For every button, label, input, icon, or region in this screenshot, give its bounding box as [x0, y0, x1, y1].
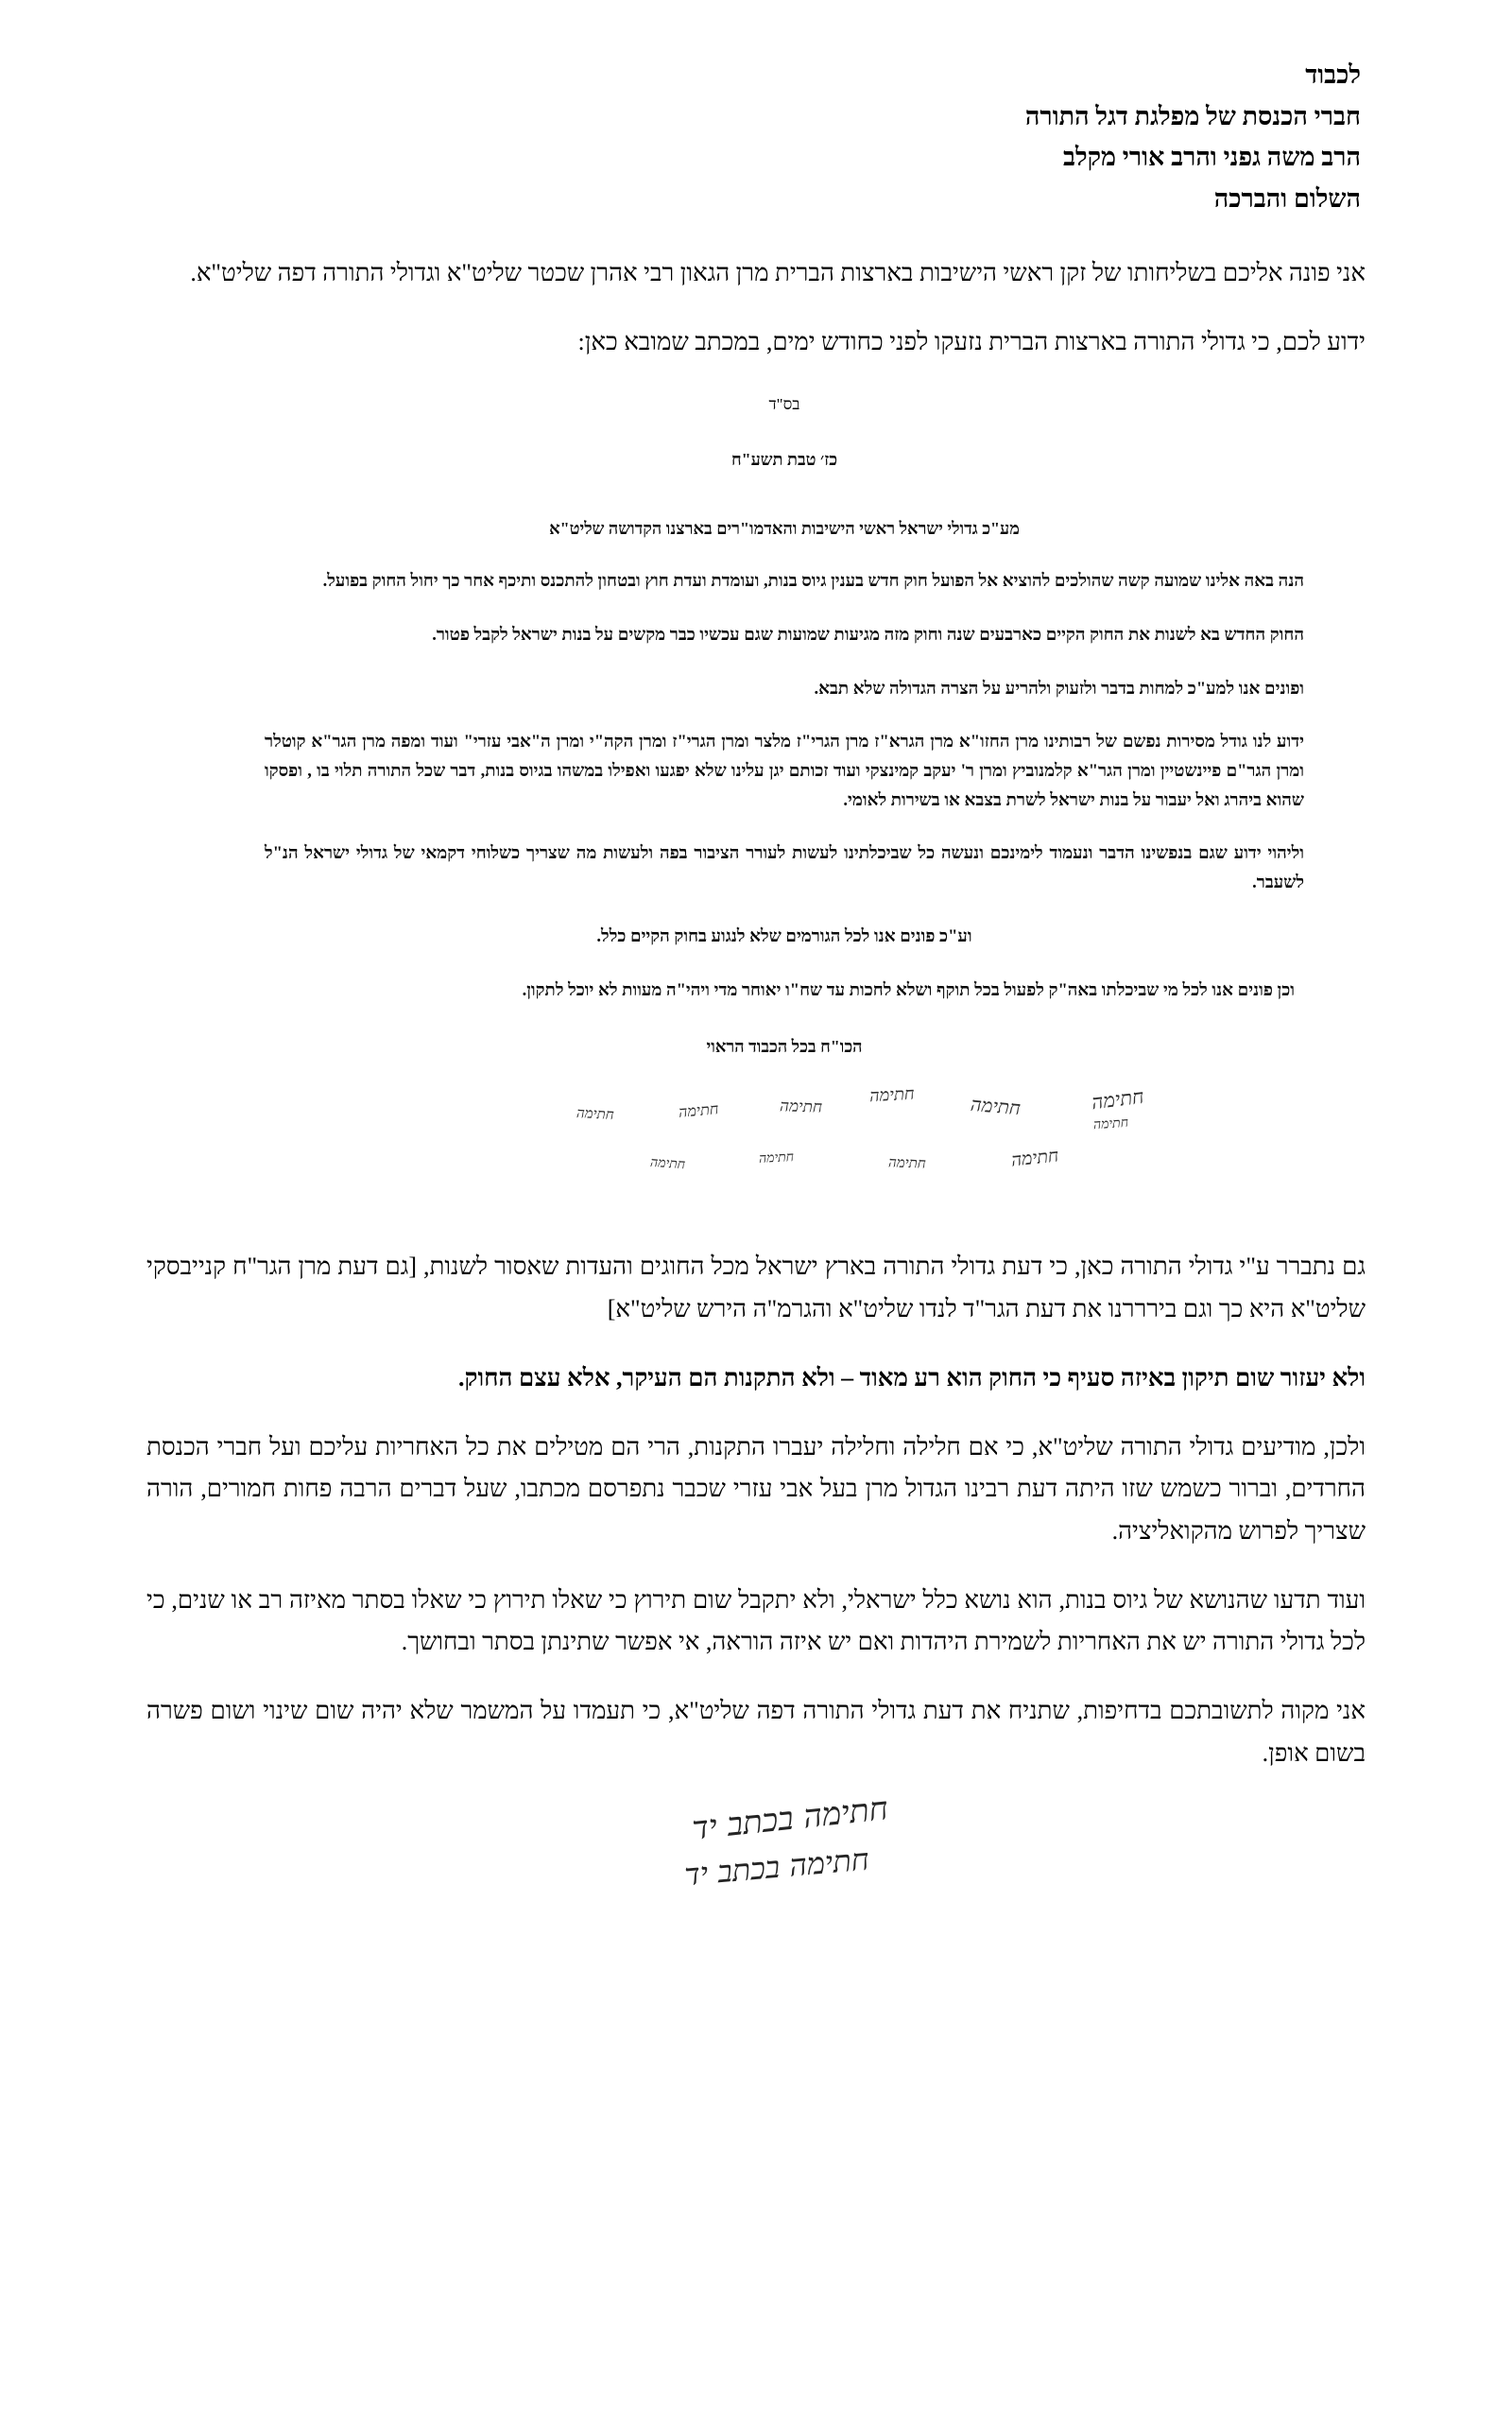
signature-scribble: חתימה [576, 1104, 615, 1124]
quoted-paragraph-3: ופונים אנו למע"כ למחות בדבר ולזעוק ולהריע על הצרה הגדולה שלא תבא. [814, 679, 1304, 699]
quoted-paragraph-7: וכן פונים אנו לכל מי שביכלתו באה"ק לפעול בכל תוקף ושלא לחכות עד שח"ו יאוחר מדי ויהי"ה מעוות לא יוכל לתקון. [522, 980, 1295, 1000]
letter-header [94, 55, 1361, 220]
intro-paragraph-2: ידוע לכם, כי גדולי התורה בארצות הברית נזעקו לפני כחודש ימים, במכתב שמובא כאן: [577, 327, 1366, 355]
quoted-date: כז׳ טבת תשע"ח [730, 449, 838, 469]
body-paragraph-4: ועוד תדעו שהנושא של גיוס בנות, הוא נושא כלל ישראלי, ולא יתקבל שום תירוץ כי שאלו תירוץ כי שאלו בסתר מאיזה רב או שנים, כי לכל גדולי התורה יש את האחריות לשמירת היהדות ואם יש איזה הוראה, אי אפשר שתינתן בסתר ובחושך. [146, 1585, 1366, 1656]
signature-scribble: חתימה [1092, 1115, 1129, 1133]
quoted-paragraph-5: וליהוי ידוע שגם בנפשינו הדבר ונעמוד לימינכם ונעשה כל שביכלתינו לעשות לעורר הציבור בפה ולעשות מה שצריך כשלוחי דקמאי של גדולי ישראל הנ"ל לשעבר. [265, 844, 1304, 893]
body-paragraph-3: ולכן, מודיעים גדולי התורה שליט"א, כי אם חלילה וחלילה יעברו התקנות, הרי הם מטילים את כל האחריות עליכם ועל חברי הכנסת החרדים, וברור כשמש שזו היתה דעת רבינו הגדול מרן בעל אבי עזרי שכבר נתפרסם מכתבו, שעל דברים הרבה פחות חמורים, הורה שצריך לפרוש מהקואליציה. [146, 1432, 1366, 1545]
quoted-bsd: בס"ד [768, 395, 800, 414]
header-line-1: לכבוד [1305, 60, 1361, 89]
quoted-paragraph-6: וע"כ פונים אנו לכל הגורמים שלא לנגוע בחוק הקיים כלל. [596, 926, 972, 946]
quoted-addressee: מע"כ גדולי ישראל ראשי הישיבות והאדמו"רים בארצנו הקדושה שליט"א [549, 519, 1020, 539]
signature-scribble: חתימה [970, 1093, 1022, 1120]
quoted-closing: הכו"ח בכל הכבוד הראוי [706, 1037, 863, 1057]
header-line-3: הרב משה גפני והרב אורי מקלב [1062, 143, 1361, 172]
quoted-signatures [444, 1078, 1162, 1219]
signature-scribble: חתימה [1009, 1145, 1059, 1171]
signature-scribble: חתימה [758, 1150, 795, 1167]
signature-scribble: חתימה [1090, 1085, 1145, 1115]
signature-scribble: חתימה [868, 1084, 916, 1107]
author-signature [94, 1789, 1418, 1923]
quoted-paragraph-4: ידוע לנו גודל מסירות נפשם של רבותינו מרן החזו"א מרן הגרא"ז מרן הגרי"ז מלצר ומרן הגרי"ז ומרן הקה"י ומרן ה"אבי עזרי" ועוד ומפה מרן הגר"א קוטלר ומרן הגר"ם פיינשטיין ומרן הגר"א קלמנוביץ ומרן ר' יעקב קמינצקי ועוד זכותם יגן עלינו שלא יפגעו ואפילו במשהו בגיוס בנות, דבר שכל התורה תלוי בו , ופסקו שהוא ביהרג ואל יעבור על בנות ישראל לשרת בצבא או בשירות לאומי. [265, 733, 1304, 810]
signature-scribble: חתימה [649, 1155, 686, 1173]
intro-paragraph-1: אני פונה אליכם בשליחותו של זקן ראשי הישיבות בארצות הברית מרן הגאון רבי אהרן שכטר שליט"א וגדולי התורה דפה שליט"א. [190, 258, 1366, 286]
body-paragraph-5: אני מקוה לתשובתכם בדחיפות, שתניח את דעת גדולי התורה דפה שליט"א, כי תעמדו על המשמר שלא יהיה שום שינוי ושום פשרה בשום אופן. [146, 1697, 1366, 1767]
body-paragraph-1: גם נתברר ע"י גדולי התורה כאן, כי דעת גדולי התורה בארץ ישראל מכל החוגים והעדות שאסור לשנות, [גם דעת מרן הגר"ח קנייבסקי שליט"א היא כך וגם בירררנו את דעת הגר"ד לנדו שליט"א והגרמ"ה הירש שליט"א] [146, 1253, 1366, 1323]
signature-scribble: חתימה [888, 1153, 927, 1173]
signature-scribble: חתימה [779, 1097, 823, 1118]
header-line-2: חברי הכנסת של מפלגת דגל התורה [1024, 101, 1361, 130]
quoted-paragraph-1: הנה באה אלינו שמועה קשה שהולכים להוציא אל הפועל חוק חדש בענין גיוס בנות, ועומדת ועדת חוץ ובטחון להתכנס ותיכף אחר כך יחול החוק בפועל. [322, 572, 1304, 592]
quoted-letter [265, 391, 1304, 1219]
signature-scribble: חתימה בכתב יד [682, 1841, 871, 1893]
quoted-paragraph-2: החוק החדש בא לשנות את החוק הקיים כארבעים שנה וחוק מזה מגיעות שמועות שגם עכשיו כבר מקשים על בנות ישראל לקבל פטור. [432, 625, 1304, 645]
signature-scribble: חתימה בכתב יד [690, 1789, 890, 1848]
header-line-4: השלום והברכה [1213, 184, 1361, 214]
signature-scribble: חתימה [677, 1099, 719, 1122]
body-paragraph-2: ולא יעזור שום תיקון באיזה סעיף כי החוק הוא רע מאוד – ולא התקנות הם העיקר, אלא עצם החוק. [458, 1363, 1366, 1392]
